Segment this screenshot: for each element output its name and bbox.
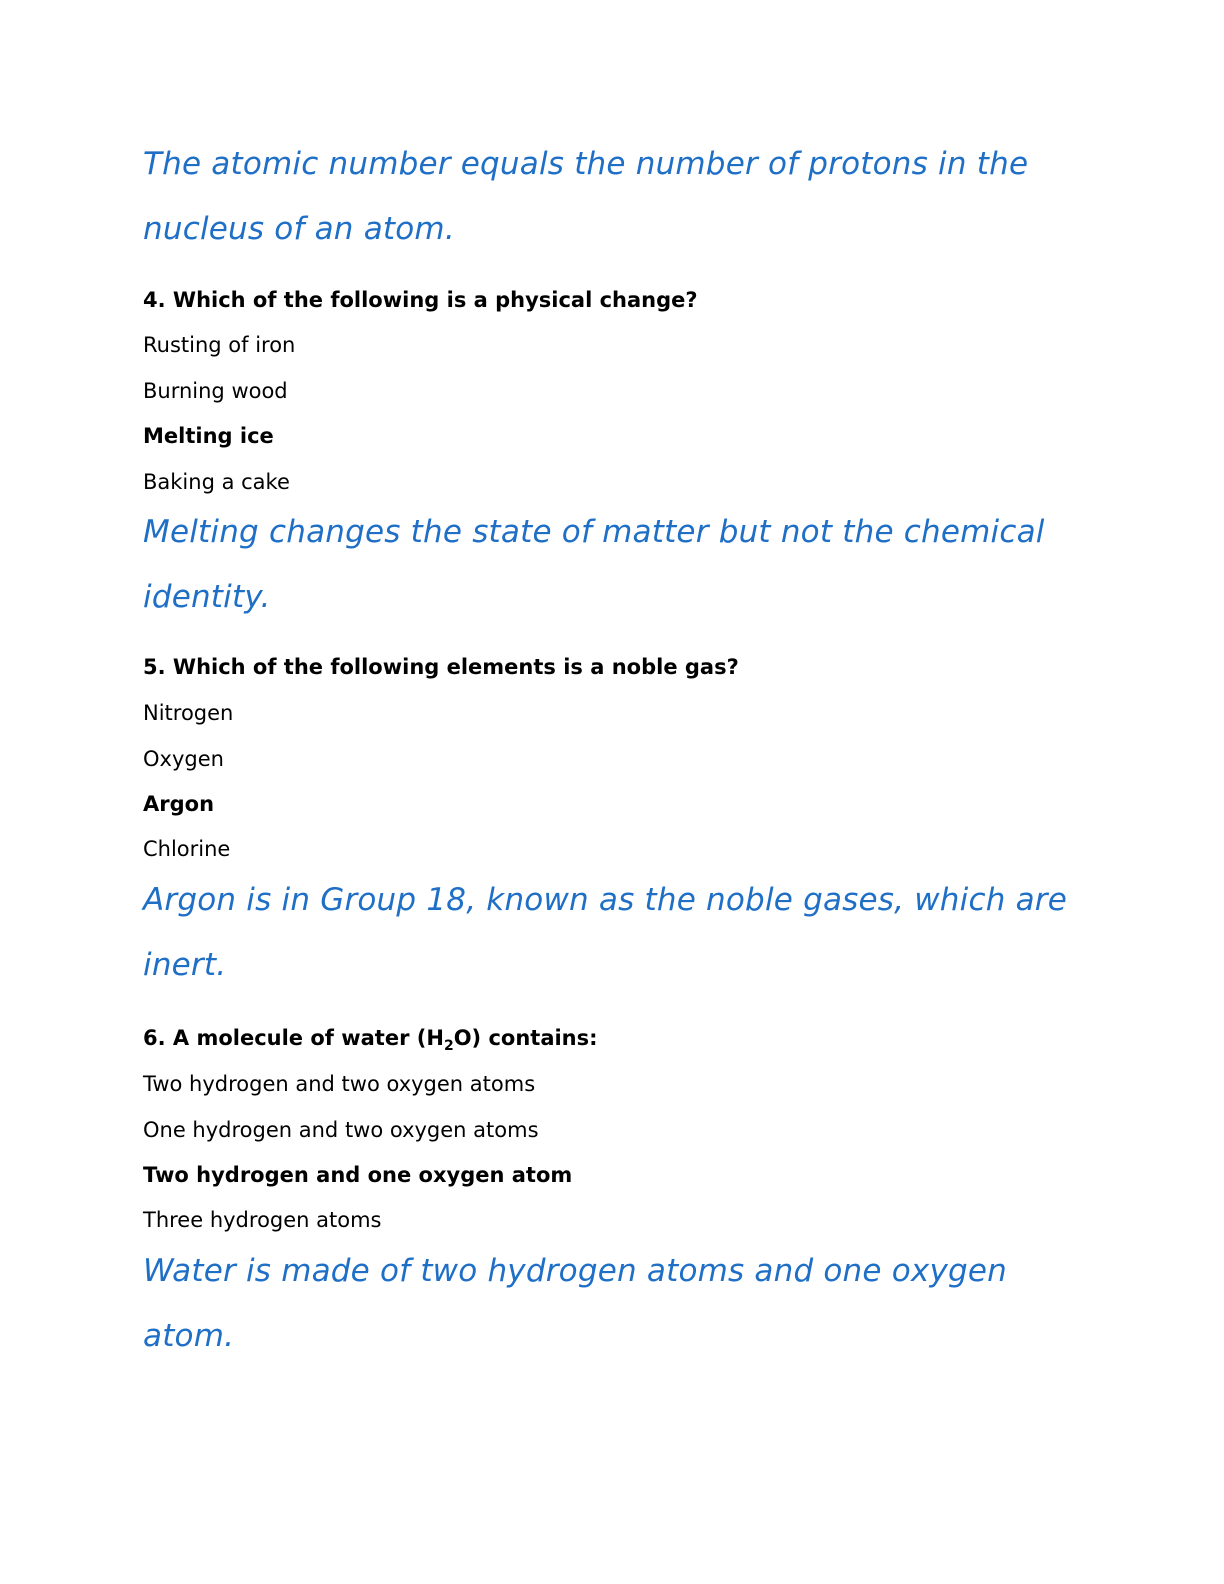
explanation-q5: Argon is in Group 18, known as the noble gases, which are inert. (143, 882, 1068, 983)
q4-option-a: Rusting of iron (143, 333, 296, 357)
q6-option-c-correct: Two hydrogen and one oxygen atom (143, 1163, 573, 1187)
question-6-subscript: 2 (443, 1038, 454, 1055)
q6-option-a: Two hydrogen and two oxygen atoms (143, 1072, 536, 1096)
q5-option-b: Oxygen (143, 747, 224, 771)
question-6 (143, 1024, 598, 1055)
q6-option-d: Three hydrogen atoms (143, 1208, 382, 1232)
question-4: 4. Which of the following is a physical change? (143, 288, 698, 312)
q4-option-c-correct: Melting ice (143, 424, 274, 448)
question-5: 5. Which of the following elements is a noble gas? (143, 655, 739, 679)
explanation-q3: The atomic number equals the number of protons in the nucleus of an atom. (143, 146, 1029, 247)
question-6-prefix: 6. A molecule of water (H (143, 1026, 444, 1050)
explanation-q4: Melting changes the state of matter but not the chemical identity. (143, 514, 1045, 615)
q5-option-d: Chlorine (143, 837, 231, 861)
q4-option-b: Burning wood (143, 379, 288, 403)
explanation-q6: Water is made of two hydrogen atoms and one oxygen atom. (143, 1253, 1007, 1354)
q5-option-a: Nitrogen (143, 701, 234, 725)
q6-option-b: One hydrogen and two oxygen atoms (143, 1118, 539, 1142)
q5-option-c-correct: Argon (143, 792, 215, 816)
question-6-suffix: O) contains: (453, 1026, 598, 1050)
q4-option-d: Baking a cake (143, 470, 290, 494)
